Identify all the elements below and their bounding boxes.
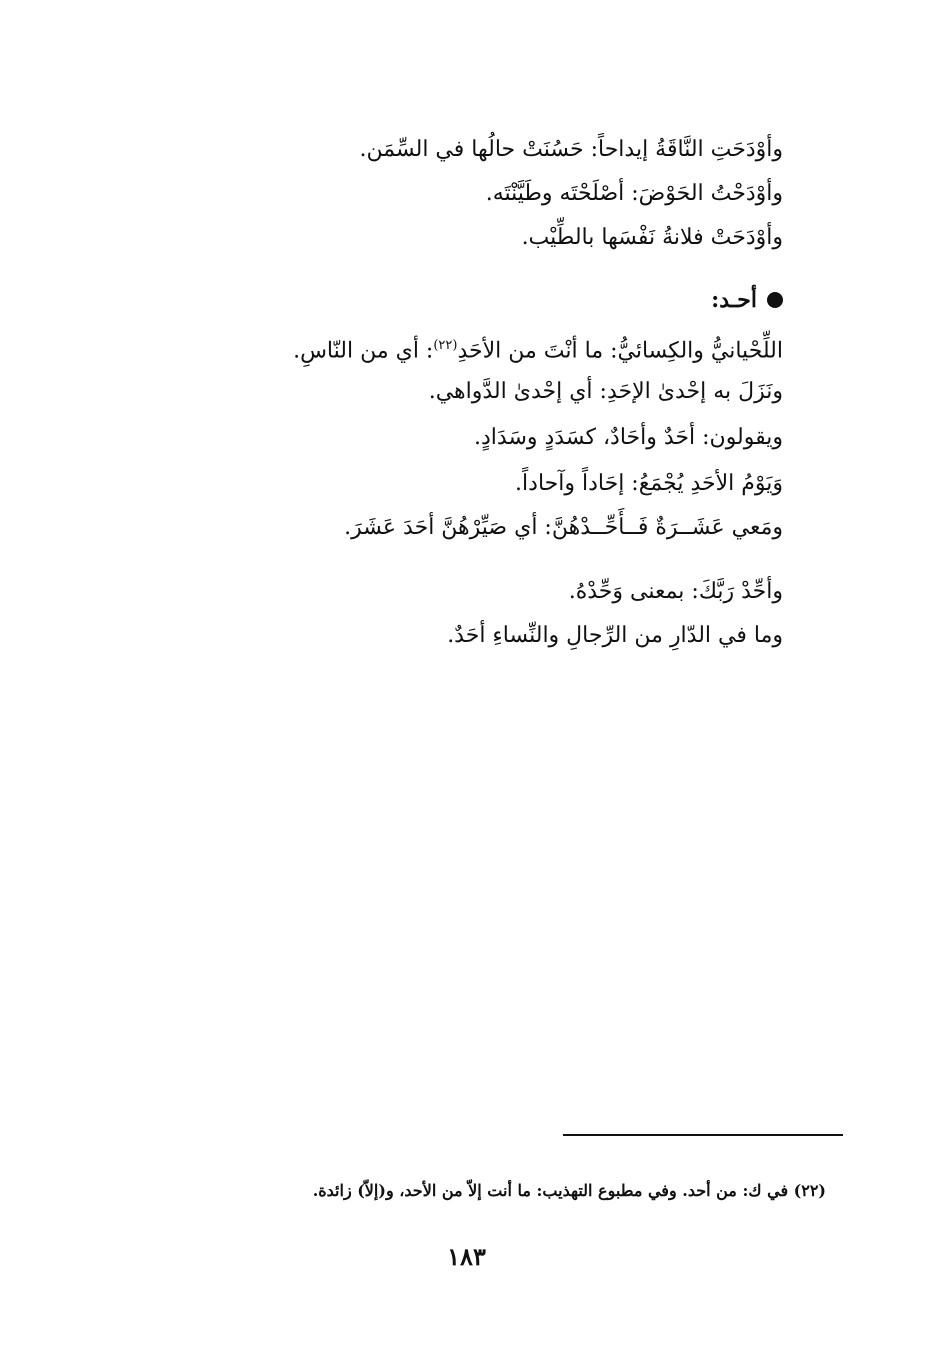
section-line-6: وأحِّدْ رَبَّكَ: بمعنى وَحِّدْهُ. (568, 579, 783, 604)
footnote-text: (٢٢) في ك: من أحد. وفي مطبوع التهذيب: ما أنت إلاّ من الأحد، و(إلاّ) زائدة. (312, 1181, 826, 1200)
page-number: ١٨٣ (447, 1242, 486, 1271)
bullet-icon (767, 292, 783, 308)
section-heading (711, 280, 783, 320)
footnote-divider (563, 1134, 843, 1136)
section-line-1-main: اللِّحْيانيُّ والكِسائيُّ: ما أنْتَ من الأحَدِ (457, 338, 783, 364)
entry-line-2: وأوْدَحْتُ الحَوْضَ: أصْلَحْتَه وطَيَّنْتَه. (485, 181, 783, 206)
section-line-1 (293, 326, 783, 366)
section-block (83, 280, 783, 660)
section-line-2: ونَزَلَ به إحْدىٰ الإحَدِ: أي إحْدىٰ الدَّواهي. (428, 379, 783, 404)
section-line-7: وما في الدّارِ من الرِّجالِ والنِّساءِ أحَدٌ. (447, 623, 783, 648)
footnote-reference: (٢٢) (433, 338, 458, 353)
section-line-4: وَيَوْمُ الأحَدِ يُجْمَعُ: إحَاداً وآحاداً. (515, 471, 783, 496)
section-heading-text: أحـد: (711, 287, 757, 313)
section-line-1-end: : أي من النّاسِ. (293, 338, 434, 364)
entry-line-1: وأوْدَحَتِ النَّاقَةُ إيداحاً: حَسُنَتْ حالُها في السِّمَن. (359, 137, 783, 162)
section-line-3: ويقولون: أحَدٌ وأحَادٌ، كسَدَدٍ وسَدَادٍ. (474, 425, 783, 450)
entry-line-3: وأوْدَحَتْ فلانةُ نَفْسَها بالطِّيْب. (521, 225, 783, 250)
entries-block (143, 130, 783, 260)
section-line-5: ومَعي عَشَــرَةٌ فَــأَحِّــدْهُنَّ: أي صَيِّرْهُنَّ أحَدَ عَشَرَ. (344, 515, 783, 540)
